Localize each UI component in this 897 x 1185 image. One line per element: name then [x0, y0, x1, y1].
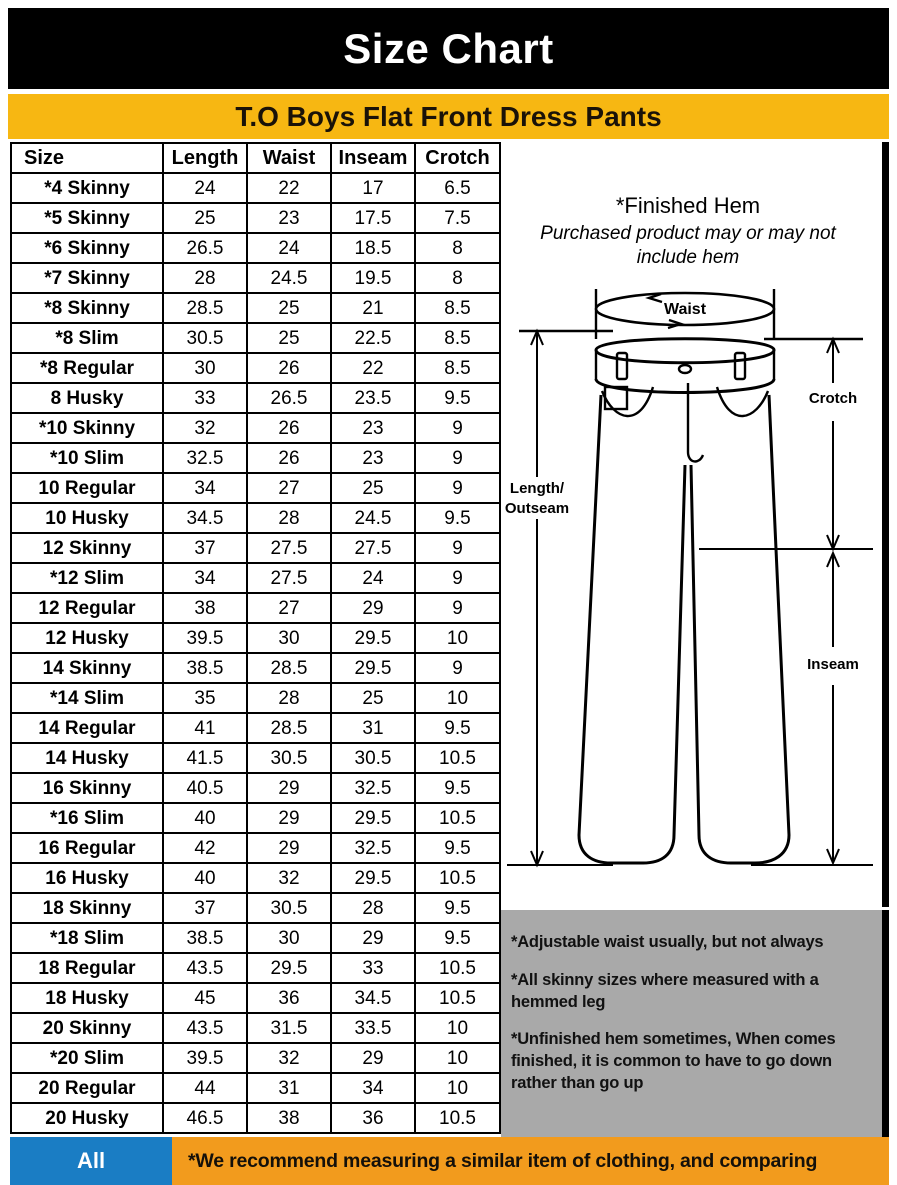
cell-size: *20 Slim [11, 1043, 163, 1073]
table-row [11, 293, 500, 323]
cell-crotch: 10.5 [415, 803, 500, 833]
table-row [11, 233, 500, 263]
cell-length: 28 [163, 263, 247, 293]
cell-inseam: 33 [331, 953, 415, 983]
cell-inseam: 31 [331, 713, 415, 743]
cell-waist: 24 [247, 233, 331, 263]
cell-waist: 30.5 [247, 743, 331, 773]
cell-crotch: 9.5 [415, 833, 500, 863]
cell-waist: 32 [247, 1043, 331, 1073]
cell-length: 34 [163, 473, 247, 503]
cell-inseam: 29.5 [331, 653, 415, 683]
cell-inseam: 18.5 [331, 233, 415, 263]
table-row [11, 653, 500, 683]
cell-inseam: 17 [331, 173, 415, 203]
cell-crotch: 9 [415, 533, 500, 563]
cell-length: 40 [163, 803, 247, 833]
note-adjustable-waist: *Adjustable waist usually, but not always [511, 933, 824, 951]
table-row [11, 353, 500, 383]
cell-inseam: 34.5 [331, 983, 415, 1013]
cell-size: 12 Regular [11, 593, 163, 623]
cell-waist: 30 [247, 923, 331, 953]
cell-inseam: 19.5 [331, 263, 415, 293]
chart-title-band [8, 8, 889, 89]
cell-waist: 26 [247, 413, 331, 443]
cell-crotch: 9.5 [415, 383, 500, 413]
cell-crotch: 10 [415, 1073, 500, 1103]
cell-length: 30 [163, 353, 247, 383]
table-row [11, 1013, 500, 1043]
cell-crotch: 10.5 [415, 983, 500, 1013]
cell-waist: 27 [247, 593, 331, 623]
cell-inseam: 34 [331, 1073, 415, 1103]
table-row [11, 893, 500, 923]
cell-waist: 38 [247, 1103, 331, 1133]
cell-crotch: 10.5 [415, 1103, 500, 1133]
table-row [11, 323, 500, 353]
cell-length: 41.5 [163, 743, 247, 773]
diagram-label-length-line1: Length/ [509, 480, 565, 497]
product-name: T.O Boys Flat Front Dress Pants [235, 100, 662, 132]
cell-inseam: 29.5 [331, 863, 415, 893]
notes-panel [501, 910, 889, 1141]
cell-length: 37 [163, 893, 247, 923]
cell-length: 26.5 [163, 233, 247, 263]
cell-inseam: 17.5 [331, 203, 415, 233]
cell-size: 16 Husky [11, 863, 163, 893]
cell-crotch: 9.5 [415, 923, 500, 953]
note-unfinished-hem: *Unfinished hem sometimes, When comes finished, it is common to have to go down rather than go up [511, 1030, 836, 1092]
cell-crotch: 7.5 [415, 203, 500, 233]
cell-crotch: 6.5 [415, 173, 500, 203]
diagram-label-inseam: Inseam [807, 656, 859, 673]
cell-size: 20 Husky [11, 1103, 163, 1133]
cell-waist: 28.5 [247, 713, 331, 743]
table-row [11, 743, 500, 773]
cell-crotch: 8.5 [415, 323, 500, 353]
cell-length: 41 [163, 713, 247, 743]
table-row [11, 563, 500, 593]
cell-length: 45 [163, 983, 247, 1013]
column-header-waist: Waist [247, 143, 331, 173]
cell-crotch: 8.5 [415, 293, 500, 323]
cell-size: 18 Regular [11, 953, 163, 983]
cell-waist: 31.5 [247, 1013, 331, 1043]
column-header-size: Size [11, 143, 163, 173]
column-header-crotch: Crotch [415, 143, 500, 173]
cell-length: 39.5 [163, 623, 247, 653]
cell-crotch: 10.5 [415, 743, 500, 773]
cell-waist: 28 [247, 683, 331, 713]
cell-size: 18 Skinny [11, 893, 163, 923]
cell-inseam: 30.5 [331, 743, 415, 773]
cell-crotch: 9 [415, 593, 500, 623]
finished-hem-note [501, 194, 875, 270]
cell-waist: 26 [247, 353, 331, 383]
table-row [11, 503, 500, 533]
cell-size: 16 Regular [11, 833, 163, 863]
cell-waist: 26.5 [247, 383, 331, 413]
cell-length: 30.5 [163, 323, 247, 353]
table-row [11, 203, 500, 233]
cell-length: 40.5 [163, 773, 247, 803]
cell-waist: 27.5 [247, 563, 331, 593]
cell-crotch: 9 [415, 443, 500, 473]
cell-crotch: 10.5 [415, 953, 500, 983]
cell-inseam: 28 [331, 893, 415, 923]
cell-inseam: 23.5 [331, 383, 415, 413]
cell-inseam: 33.5 [331, 1013, 415, 1043]
cell-crotch: 9 [415, 653, 500, 683]
note-skinny-sizes: *All skinny sizes where measured with a hemmed leg [511, 970, 819, 1011]
cell-inseam: 23 [331, 413, 415, 443]
cell-inseam: 32.5 [331, 773, 415, 803]
cell-length: 39.5 [163, 1043, 247, 1073]
cell-inseam: 29 [331, 593, 415, 623]
footer-all-cell: All [10, 1137, 172, 1185]
table-row [11, 263, 500, 293]
cell-inseam: 25 [331, 683, 415, 713]
table-row [11, 1103, 500, 1133]
cell-length: 35 [163, 683, 247, 713]
column-header-inseam: Inseam [331, 143, 415, 173]
table-row [11, 533, 500, 563]
cell-size: 18 Husky [11, 983, 163, 1013]
diagram-label-length-line2: Outseam [504, 500, 570, 517]
footer-recommendation: *We recommend measuring a similar item of clothing, and comparing [172, 1137, 889, 1185]
cell-waist: 24.5 [247, 263, 331, 293]
cell-inseam: 29.5 [331, 623, 415, 653]
cell-waist: 25 [247, 293, 331, 323]
cell-length: 34.5 [163, 503, 247, 533]
cell-waist: 26 [247, 443, 331, 473]
cell-length: 46.5 [163, 1103, 247, 1133]
table-row [11, 1043, 500, 1073]
cell-length: 32.5 [163, 443, 247, 473]
cell-inseam: 23 [331, 443, 415, 473]
cell-size: *18 Slim [11, 923, 163, 953]
cell-waist: 30 [247, 623, 331, 653]
cell-crotch: 9 [415, 413, 500, 443]
cell-size: *10 Slim [11, 443, 163, 473]
cell-length: 43.5 [163, 953, 247, 983]
table-body [11, 173, 500, 1133]
cell-crotch: 8.5 [415, 353, 500, 383]
cell-size: 14 Regular [11, 713, 163, 743]
cell-size: 20 Regular [11, 1073, 163, 1103]
cell-waist: 28.5 [247, 653, 331, 683]
cell-length: 38.5 [163, 653, 247, 683]
cell-crotch: 9.5 [415, 893, 500, 923]
table-row [11, 473, 500, 503]
cell-length: 24 [163, 173, 247, 203]
cell-length: 37 [163, 533, 247, 563]
cell-size: 16 Skinny [11, 773, 163, 803]
cell-inseam: 29 [331, 923, 415, 953]
cell-waist: 22 [247, 173, 331, 203]
table-row [11, 683, 500, 713]
cell-size: 14 Husky [11, 743, 163, 773]
cell-size: *12 Slim [11, 563, 163, 593]
cell-waist: 29 [247, 833, 331, 863]
cell-size: *8 Slim [11, 323, 163, 353]
cell-length: 34 [163, 563, 247, 593]
cell-crotch: 10 [415, 683, 500, 713]
cell-waist: 23 [247, 203, 331, 233]
cell-waist: 36 [247, 983, 331, 1013]
cell-length: 32 [163, 413, 247, 443]
cell-inseam: 29 [331, 1043, 415, 1073]
cell-crotch: 9 [415, 563, 500, 593]
cell-crotch: 9.5 [415, 773, 500, 803]
cell-crotch: 10 [415, 623, 500, 653]
product-subtitle-band [8, 94, 889, 139]
cell-waist: 28 [247, 503, 331, 533]
cell-waist: 32 [247, 863, 331, 893]
cell-inseam: 32.5 [331, 833, 415, 863]
cell-waist: 31 [247, 1073, 331, 1103]
cell-size: 20 Skinny [11, 1013, 163, 1043]
table-row [11, 623, 500, 653]
cell-waist: 29 [247, 803, 331, 833]
cell-inseam: 22.5 [331, 323, 415, 353]
table-header-row [11, 143, 500, 173]
cell-length: 40 [163, 863, 247, 893]
table-row [11, 923, 500, 953]
cell-inseam: 21 [331, 293, 415, 323]
size-measurements-table [10, 142, 501, 1134]
footer-bar [10, 1137, 889, 1185]
cell-crotch: 8 [415, 233, 500, 263]
cell-length: 44 [163, 1073, 247, 1103]
cell-waist: 27 [247, 473, 331, 503]
cell-size: 10 Regular [11, 473, 163, 503]
cell-waist: 27.5 [247, 533, 331, 563]
diagram-label-waist: Waist [663, 301, 707, 318]
table-row [11, 413, 500, 443]
cell-size: *16 Slim [11, 803, 163, 833]
table-row [11, 863, 500, 893]
cell-size: 12 Husky [11, 623, 163, 653]
cell-size: 10 Husky [11, 503, 163, 533]
column-header-length: Length [163, 143, 247, 173]
cell-size: *8 Regular [11, 353, 163, 383]
finished-hem-title: *Finished Hem [615, 193, 761, 218]
cell-crotch: 10 [415, 1043, 500, 1073]
cell-inseam: 22 [331, 353, 415, 383]
cell-crotch: 8 [415, 263, 500, 293]
cell-size: *7 Skinny [11, 263, 163, 293]
cell-size: *4 Skinny [11, 173, 163, 203]
page-title: Size Chart [343, 24, 554, 72]
cell-length: 28.5 [163, 293, 247, 323]
cell-size: *5 Skinny [11, 203, 163, 233]
diagram-label-crotch: Crotch [808, 390, 858, 407]
cell-length: 38.5 [163, 923, 247, 953]
table-row [11, 833, 500, 863]
pants-measurement-diagram [501, 287, 882, 897]
table-row [11, 593, 500, 623]
table-row [11, 713, 500, 743]
cell-size: 14 Skinny [11, 653, 163, 683]
cell-size: *14 Slim [11, 683, 163, 713]
cell-crotch: 9 [415, 473, 500, 503]
cell-inseam: 27.5 [331, 533, 415, 563]
cell-waist: 29.5 [247, 953, 331, 983]
cell-crotch: 10 [415, 1013, 500, 1043]
cell-crotch: 9.5 [415, 713, 500, 743]
finished-hem-subtitle: Purchased product may or may not include hem [540, 223, 836, 268]
cell-inseam: 29.5 [331, 803, 415, 833]
cell-inseam: 25 [331, 473, 415, 503]
table-row [11, 803, 500, 833]
cell-crotch: 10.5 [415, 863, 500, 893]
table-row [11, 773, 500, 803]
cell-length: 42 [163, 833, 247, 863]
cell-size: *8 Skinny [11, 293, 163, 323]
table-row [11, 173, 500, 203]
table-row [11, 443, 500, 473]
table-row [11, 953, 500, 983]
cell-length: 25 [163, 203, 247, 233]
cell-length: 38 [163, 593, 247, 623]
cell-size: *6 Skinny [11, 233, 163, 263]
cell-length: 33 [163, 383, 247, 413]
cell-size: 12 Skinny [11, 533, 163, 563]
cell-inseam: 24 [331, 563, 415, 593]
cell-waist: 30.5 [247, 893, 331, 923]
cell-waist: 29 [247, 773, 331, 803]
table-row [11, 983, 500, 1013]
table-row [11, 383, 500, 413]
cell-crotch: 9.5 [415, 503, 500, 533]
cell-size: *10 Skinny [11, 413, 163, 443]
cell-size: 8 Husky [11, 383, 163, 413]
table-row [11, 1073, 500, 1103]
pants-diagram-panel [501, 142, 889, 907]
cell-length: 43.5 [163, 1013, 247, 1043]
cell-inseam: 36 [331, 1103, 415, 1133]
cell-inseam: 24.5 [331, 503, 415, 533]
cell-waist: 25 [247, 323, 331, 353]
